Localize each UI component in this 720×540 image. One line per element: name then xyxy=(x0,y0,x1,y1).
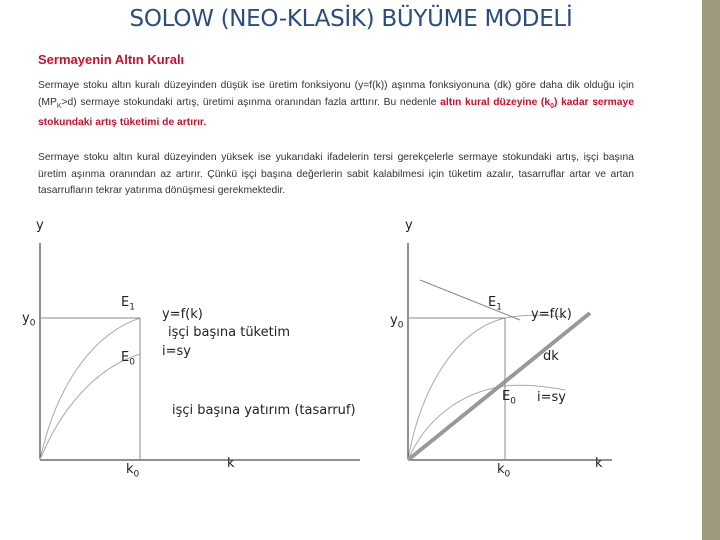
left-y-axis-label: y xyxy=(36,218,44,233)
page-title: SOLOW (NEO-KLASİK) BÜYÜME MODELİ xyxy=(129,6,573,32)
left-production-curve xyxy=(40,318,140,460)
right-depreciation-line xyxy=(408,313,590,460)
left-investment-curve xyxy=(40,354,140,460)
right-investment-label: i=sy xyxy=(537,390,566,405)
left-investment-label: i=sy xyxy=(162,344,191,359)
right-k0-label: $k_0$ xyxy=(497,462,511,480)
paragraph-above-golden-rule: Sermaye stoku altın kural düzeyinden yüksek ise yukarıdaki ifadelerin tersi gerekçelerle sermaye stokundaki artış, işçi başına üretim aşınma oranından az artırır. Çünkü işçi başına değerlerin sabit kalabilmesi için tüketim azalır, tasarruflar artar ve artan tasarrufların tekrar yatırıma dönüşmesi gerekmektedir. xyxy=(38,152,634,196)
left-y0-label: $y_0$ xyxy=(22,311,36,329)
right-depreciation-label: dk xyxy=(543,349,559,364)
right-e1-label: $E_1$ xyxy=(488,295,502,313)
left-x-axis-label: k xyxy=(227,456,235,471)
right-production-label: y=f(k) xyxy=(531,307,572,322)
section-subtitle: Sermayenin Altın Kuralı xyxy=(38,52,185,67)
right-graph xyxy=(408,243,612,460)
left-saving-label: işçi başına yatırım (tasarruf) xyxy=(172,403,356,418)
highlighted-conclusion: altın kural düzeyine $(k_0)$ kadar sermaye stokundaki artış tüketimi de artırır. xyxy=(38,96,634,129)
paragraph-below-golden-rule: Sermaye stoku altın kuralı düzeyinden düşük ise üretim fonksiyonu (y=f(k)) aşınma fonksiyonuna (dk) göre daha dik olduğu için $(MP_K>d)$ sermaye stokundaki artış, üretimi aşınma oranından fazla arttırır. Bu nedenle altın kural düzeyine $(k_0)$ kadar sermaye stokundaki artış tüketimi de artırır. xyxy=(38,80,634,129)
left-e0-label: $E_0$ xyxy=(121,350,135,368)
right-y-axis-label: y xyxy=(405,218,413,233)
left-production-label: y=f(k) xyxy=(162,307,203,322)
right-x-axis-label: k xyxy=(595,456,603,471)
left-consumption-label: işçi başına tüketim xyxy=(168,325,290,340)
left-e1-label: $E_1$ xyxy=(121,295,135,313)
right-e0-label: $E_0$ xyxy=(502,389,516,407)
left-graph xyxy=(40,243,360,460)
right-production-curve xyxy=(408,315,565,460)
left-k0-label: $k_0$ xyxy=(126,462,140,480)
right-y0-label: $y_0$ xyxy=(390,313,404,331)
right-tangent-line xyxy=(420,280,520,320)
